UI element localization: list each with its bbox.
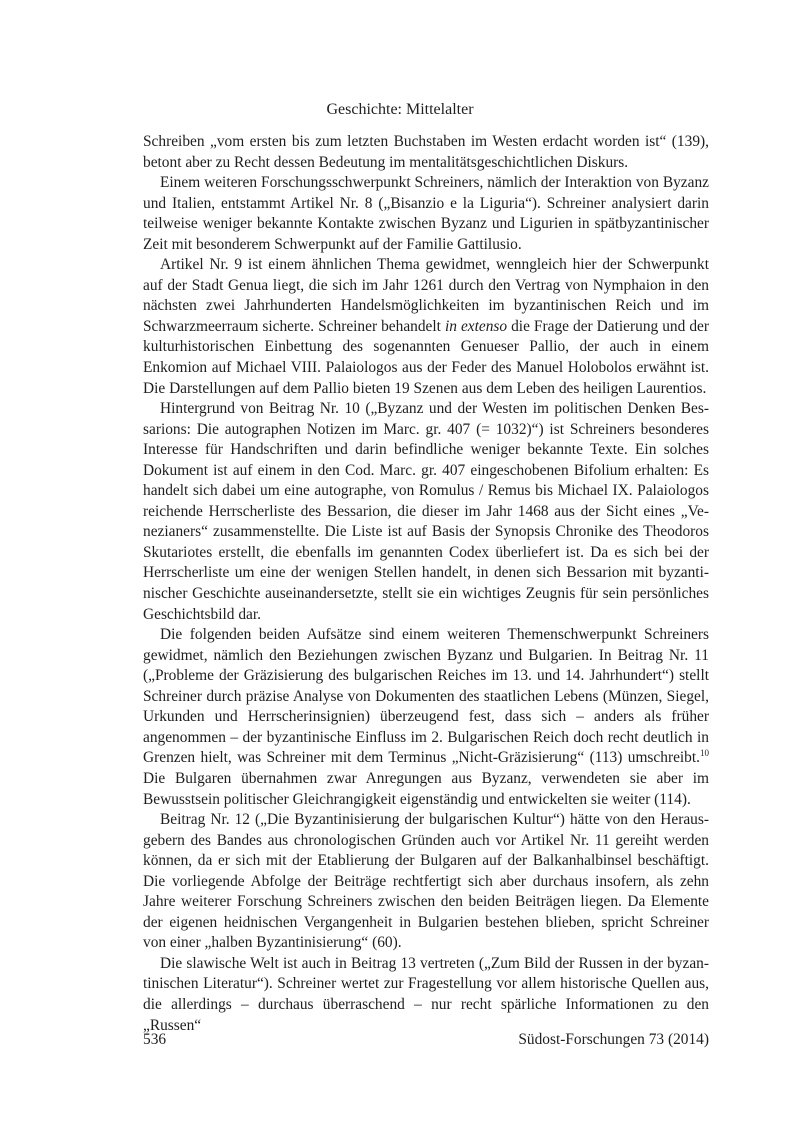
text-run: Die Bulgaren übernahmen zwar Anregungen aus Byzanz, verwendeten sie aber im Bewusstsein politischer Gleichrangigkeit eigenständig und entwickelten sie weiter (114). [143, 769, 709, 808]
text-run: Beitrag Nr. 12 („Die Byzantinisierung der bulgarischen Kultur“) hätte von den Herausgebern des Bandes aus chronologischen Gründen auch vor Artikel Nr. 11 gereiht werden können, da er sich mit der Etablierung der Bulgaren auf der Balkanhalbinsel beschäftigt. Die vorliegende Abfolge der Beiträge rechtfertigt sich aber durchaus insofern, als zehn Jahre weiterer Forschung Schreiners zwischen den beiden Beiträgen liegen. Da Elemente der eigenen heidnischen Vergangenheit in Bulgarien bestehen blieben, spricht Schreiner von einer „halben Byzantinisierung“ (60). [143, 811, 709, 952]
text-run: Die slawische Welt ist auch in Beitrag 13 vertreten („Zum Bild der Russen in der byzantinischen Literatur“). Schreiner wertet zur Fragestellung vor allem historische Quellen aus, die allerdings – durchaus überraschend – nur recht spärliche Informationen zu den „Russen“ [143, 954, 709, 1034]
paragraph [143, 954, 709, 1036]
text-run: Die folgenden beiden Aufsätze sind einem weiteren Themenschwerpunkt Schreiners gewidmet, nämlich den Beziehungen zwischen Byzanz und Bulgarien. In Beitrag Nr. 11 („Probleme der Gräzisierung des bulgarischen Reiches im 13. und 14. Jahrhundert“) stellt Schreiner durch präzise Analyse von Dokumenten des staatlichen Lebens (Münzen, Siegel, Urkunden und Herrscherinsignien) überzeugend fest, dass sich – anders als früher angenommen – der byzantinische Einfluss im 2. Bulgarischen Reich doch recht deutlich in Grenzen hielt, was Schreiner mit dem Terminus „Nicht-Gräzisierung“ (113) umschreibt. [143, 626, 709, 767]
paragraph [143, 132, 709, 173]
paragraph [143, 625, 709, 810]
text-run: Schreiben „vom ersten bis zum letzten Buchstaben im Westen erdacht worden ist“ (139), betont aber zu Recht dessen Bedeutung im mentalitätsgeschichtlichen Diskurs. [143, 133, 709, 171]
paragraph [143, 255, 709, 399]
text-run: Hintergrund von Beitrag Nr. 10 („Byzanz und der Westen im politischen Denken Bessarions: Die autographen Notizen im Marc. gr. 407 (= 1032)“) ist Schreiners besonderes Interesse für Handschriften und darin befindliche weniger bekannte Texte. Ein solches Dokument ist auf einem in den Cod. Marc. gr. 407 eingeschobenen Bifolium erhalten: Es handelt sich dabei um eine autographe, von Romulus / Remus bis Michael IX. Palaiologos reichende Herrscherliste des Bessarion, die dieser im Jahr 1468 aus der Sicht eines „Venezianers“ zusammenstellte. Die Liste ist auf Basis der Synopsis Chronike des Theodoros Skutariotes erstellt, die ebenfalls im genannten Codex überliefert ist. Da es sich bei der Herrscherliste um eine der wenigen Stellen handelt, in denen sich Bessarion mit byzantinischer Geschichte auseinandersetzte, stellt sie ein wichtiges Zeugnis für sein persönliches Geschichtsbild dar. [143, 400, 709, 623]
running-head: Geschichte: Mittelalter [326, 101, 474, 118]
paragraph [143, 173, 709, 255]
paragraph [143, 399, 709, 625]
paragraph [143, 810, 709, 954]
text-run: Einem weiteren Forschungsschwerpunkt Schreiners, nämlich der Interaktion von Byzanz und Italien, entstammt Artikel Nr. 8 („Bisanzio e la Liguria“). Schreiner analysiert darin teilweise weniger bekannte Kontakte zwischen Byzanz und Ligurien in spätbyzantinischer Zeit mit besonderem Schwerpunkt auf der Familie Gattilusio. [143, 174, 709, 253]
page-number: 536 [143, 1031, 167, 1048]
text-run: Artikel Nr. 9 ist einem ähnlichen Thema gewidmet, wenngleich hier der Schwerpunkt auf der Stadt Genua liegt, die sich im Jahr 1261 durch den Vertrag von Nymphaion in den nächsten zwei Jahrhunderten Handelsmöglichkeiten im byzantinischen Reich und im Schwarzmeerraum sicherte. Schreiner behandelt [143, 256, 709, 335]
journal-citation: Südost-Forschungen 73 (2014) [518, 1031, 709, 1048]
footnote-ref: 10 [700, 748, 709, 759]
text-run: die Frage der Datierung und der kulturhistorischen Einbettung des sogenannten Genueser Pallio, der auch in einem Enkomion auf Michael VIII. Palaiologos aus der Feder des Manuel Holobolos erwähnt ist. Die Darstellungen auf dem Pallio bieten 19 Szenen aus dem Leben des heiligen Laurentios. [143, 317, 709, 397]
italic-phrase: in extenso [444, 317, 508, 335]
body-text [143, 132, 709, 1036]
